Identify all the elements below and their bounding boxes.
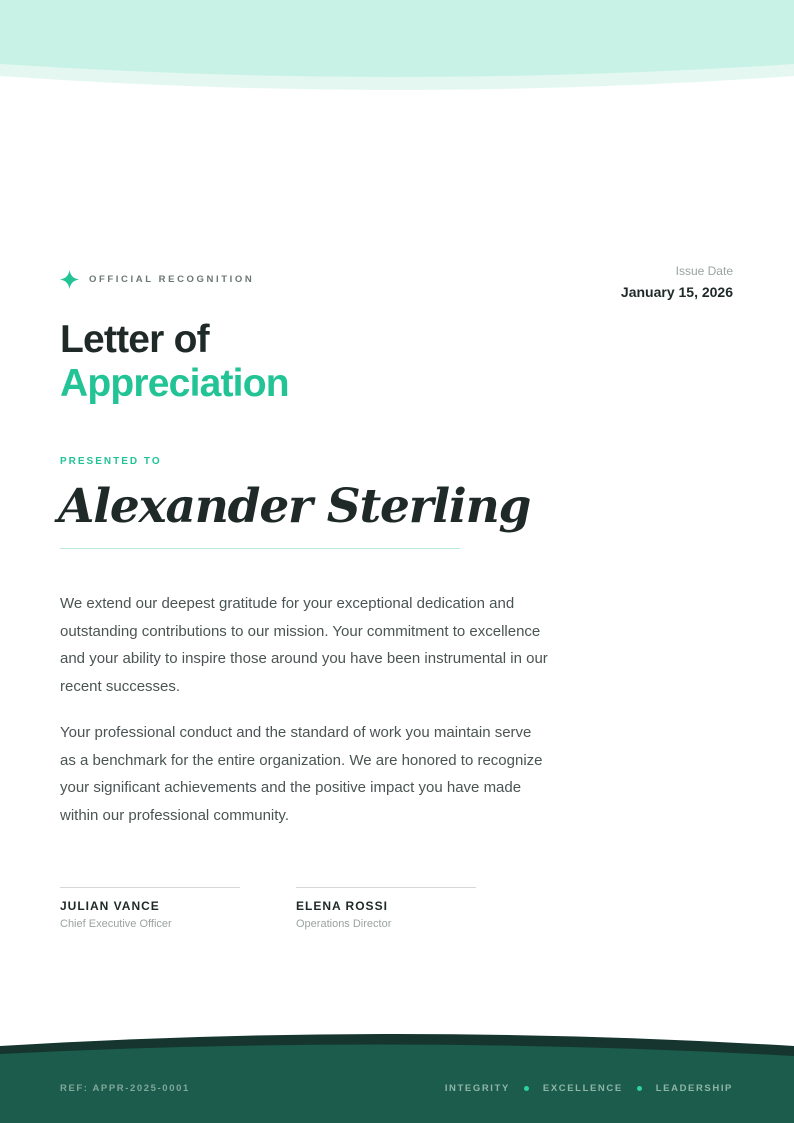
issue-date: January 15, 2026: [620, 284, 733, 300]
signature-block: [296, 887, 476, 930]
signature-line: [296, 887, 476, 888]
bullet-dot-icon: [637, 1086, 642, 1091]
value-integrity: INTEGRITY: [444, 1083, 510, 1094]
value-leadership: LEADERSHIP: [655, 1083, 733, 1094]
signatory-name: JULIAN VANCE: [60, 899, 160, 913]
title-line-1: Letter of: [60, 318, 209, 361]
value-excellence: EXCELLENCE: [542, 1083, 623, 1094]
name-underline: [60, 548, 460, 549]
issue-date-label: Issue Date: [675, 264, 733, 278]
signature-line: [60, 887, 240, 888]
recipient-name: Alexander Sterling: [58, 479, 531, 534]
footer-wave: [0, 1030, 794, 1123]
eyebrow-text: OFFICIAL RECOGNITION: [89, 274, 255, 285]
header-wave: [0, 0, 794, 92]
signatory-title: Chief Executive Officer: [60, 918, 172, 930]
core-values: [445, 1083, 733, 1094]
issue-date-block: [621, 264, 733, 300]
sparkle-icon: [60, 270, 79, 289]
reference-number: REF: APPR-2025-0001: [60, 1083, 190, 1094]
body-paragraph: Your professional conduct and the standard of work you maintain serve as a benchmark for the entire organization. We are honored to recognize your significant achievements and the positive impact you have made within our professional community.: [60, 723, 543, 824]
signature-block: [60, 887, 240, 930]
official-recognition-label: [60, 270, 254, 289]
letter-title: [60, 318, 289, 406]
presented-to-label: PRESENTED TO: [60, 456, 162, 467]
body-paragraph: We extend our deepest gratitude for your exceptional dedication and outstanding contributions to our mission. Your commitment to excellence and your ability to inspire those around you have been instrumental in our recent successes.: [60, 595, 548, 696]
title-line-2: Appreciation: [60, 362, 289, 405]
signatory-name: ELENA ROSSI: [296, 899, 388, 913]
signatory-title: Operations Director: [296, 918, 392, 930]
letter-body: [60, 590, 550, 848]
bullet-dot-icon: [524, 1086, 529, 1091]
